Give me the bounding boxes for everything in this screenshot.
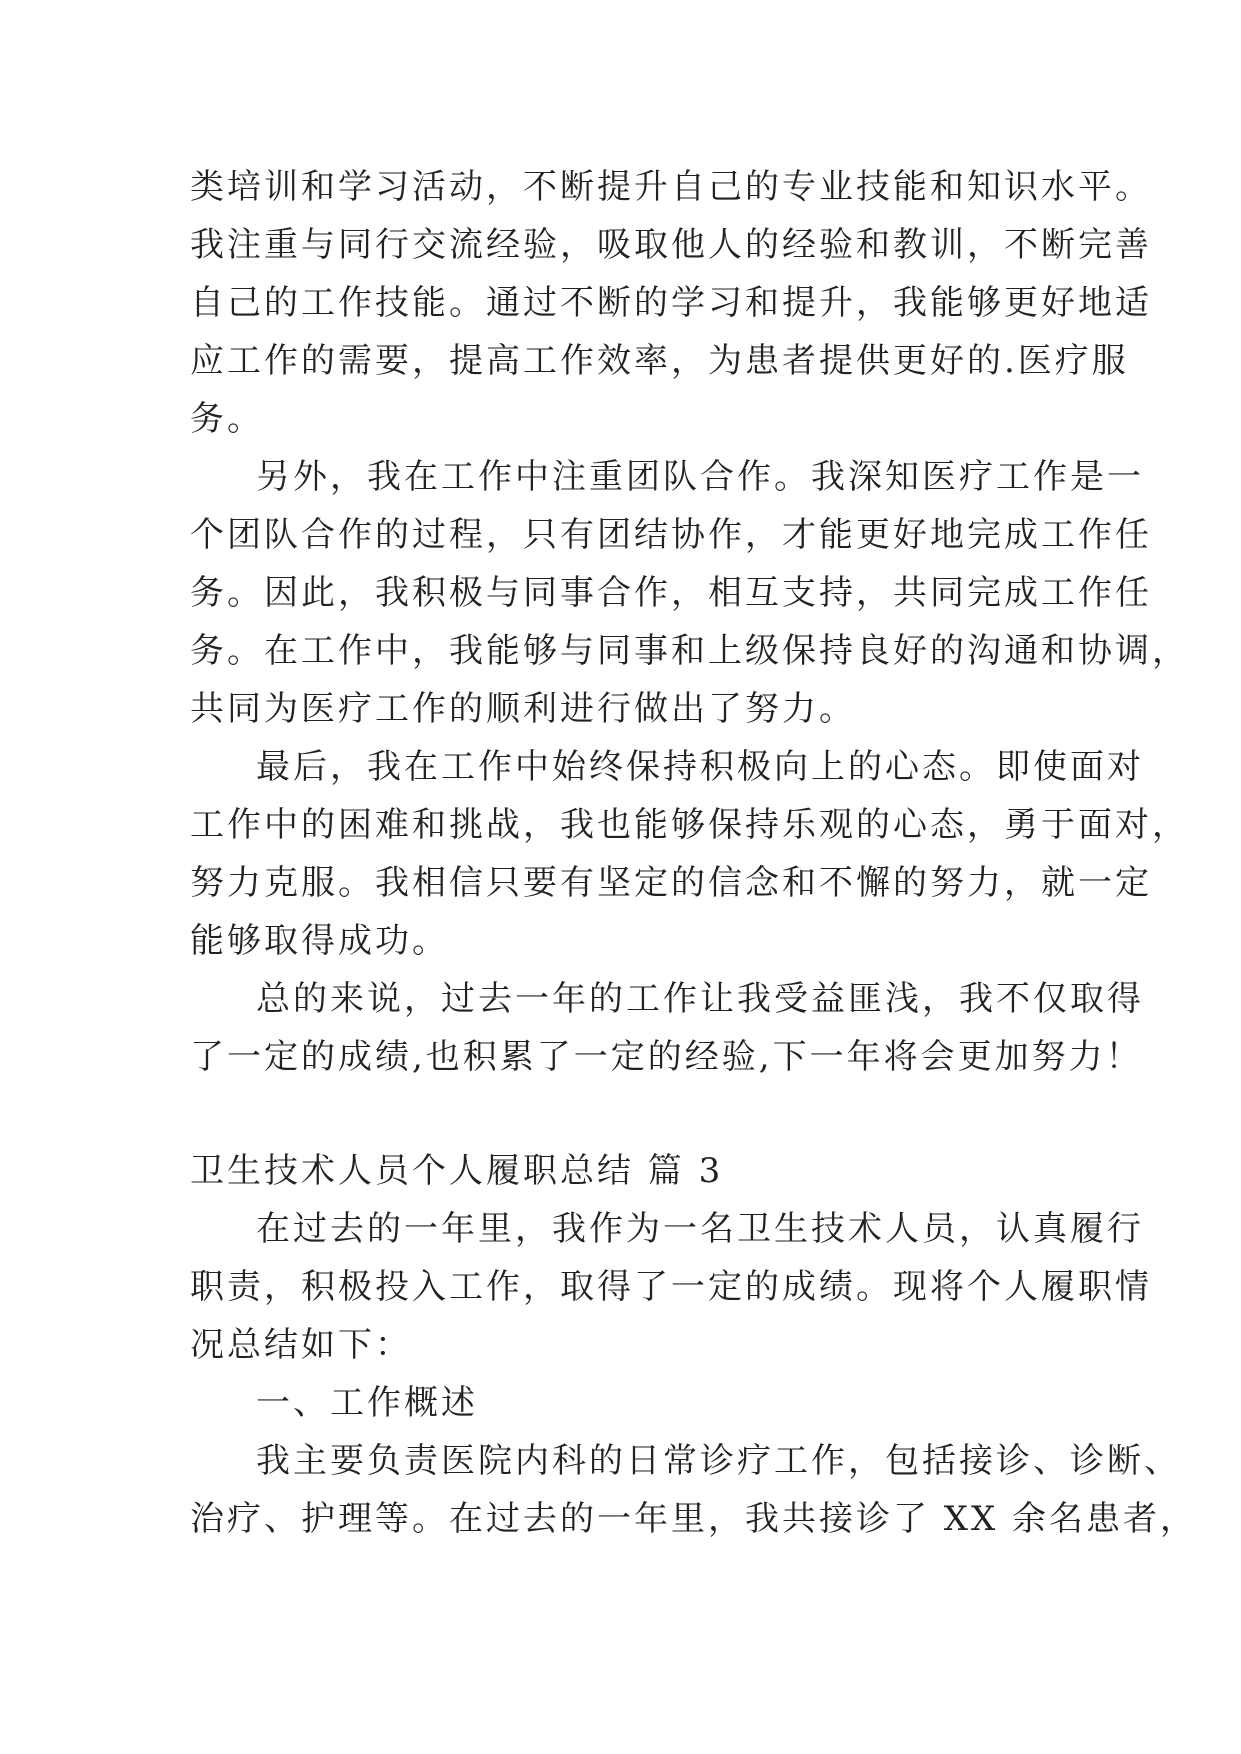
text-line: 努力克服。我相信只要有坚定的信念和不懈的努力，就一定 [190,863,1152,903]
text-line: 个团队合作的过程，只有团结协作，才能更好地完成工作任 [190,515,1152,555]
text-line: 共同为医疗工作的顺利进行做出了努力。 [190,689,856,729]
text-line: 况总结如下： [190,1325,412,1365]
section-heading: 卫生技术人员个人履职总结 篇 3 [190,1151,724,1191]
text-line: 应工作的需要，提高工作效率，为患者提供更好的.医疗服 [190,341,1129,381]
paragraph-start: 在过去的一年里，我作为一名卫生技术人员，认真履行 [256,1209,1144,1249]
subsection-heading: 一、工作概述 [256,1383,478,1423]
paragraph-start: 另外，我在工作中注重团队合作。我深知医疗工作是一 [256,457,1144,497]
text-line: 能够取得成功。 [190,921,449,961]
text-line: 治疗、护理等。在过去的一年里，我共接诊了 XX 余名患者， [190,1499,1198,1539]
text-line: 了一定的成绩,也积累了一定的经验,下一年将会更加努力！ [190,1037,1143,1077]
text-line: 务。因此，我积极与同事合作，相互支持，共同完成工作任 [190,573,1152,613]
paragraph-start: 我主要负责医院内科的日常诊疗工作，包括接诊、诊断、 [256,1441,1181,1481]
text-line: 务。在工作中，我能够与同事和上级保持良好的沟通和协调， [190,631,1189,671]
text-line: 类培训和学习活动，不断提升自己的专业技能和知识水平。 [190,167,1152,207]
paragraph-start: 最后，我在工作中始终保持积极向上的心态。即使面对 [256,747,1144,787]
text-line: 工作中的困难和挑战，我也能够保持乐观的心态，勇于面对， [190,805,1189,845]
text-line: 职责，积极投入工作，取得了一定的成绩。现将个人履职情 [190,1267,1152,1307]
text-line: 务。 [190,399,264,439]
paragraph-start: 总的来说，过去一年的工作让我受益匪浅，我不仅取得 [256,979,1144,1019]
text-line: 自己的工作技能。通过不断的学习和提升，我能够更好地适 [190,283,1152,323]
text-line: 我注重与同行交流经验，吸取他人的经验和教训，不断完善 [190,225,1152,265]
